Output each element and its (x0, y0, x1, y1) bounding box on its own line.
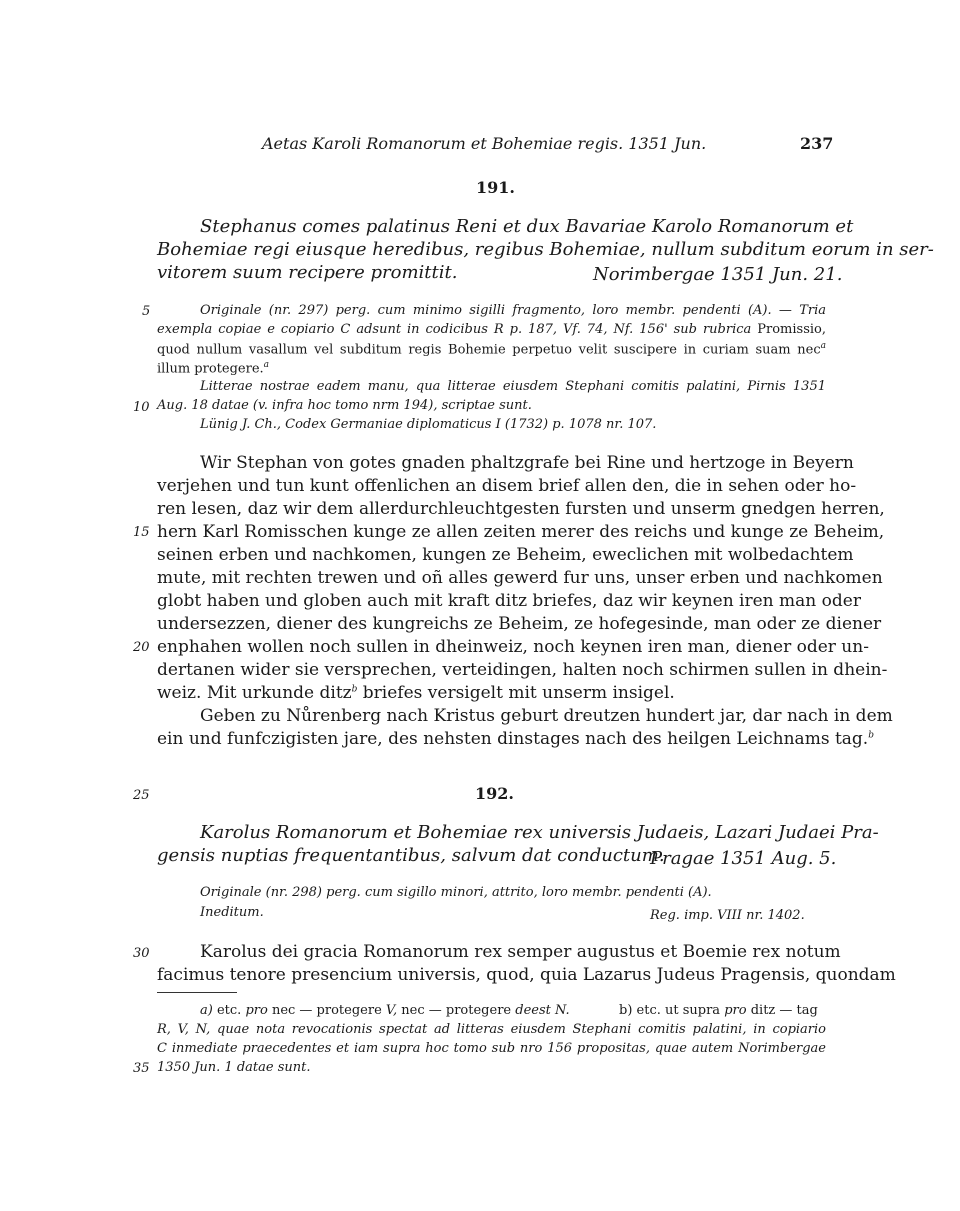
date-191: Norimbergae 1351 Jun. 21. (593, 264, 843, 285)
footnote-line-1 (200, 1003, 570, 1018)
summary-192-line-2: gensis nuptias frequentantibus, salvum dat conductum. (157, 845, 665, 866)
footnote-marker-b: b (351, 684, 358, 695)
text-191-line-2: verjehen und tun kunt offenlichen an disem brief allen den, die in sehen oder ho- (157, 476, 857, 496)
apparatus-191-line-2-italic: exempla copiae e copiario C adsunt in codicibus R p. 187, Vf. 74, Nf. 156' sub rubrica (157, 322, 752, 337)
running-head: Aetas Karoli Romanorum et Bohemiae regis. 1351 Jun. (262, 134, 707, 153)
text-191-line-5: seinen erben und nachkomen, kungen ze Beheim, eweclichen mit wolbedachtem (157, 545, 854, 565)
footnote-a-text: etc. (212, 1003, 246, 1018)
apparatus-191-line-2 (157, 322, 826, 337)
date-192: Pragae 1351 Aug. 5. (650, 848, 837, 869)
text-191-line-8: undersezzen, diener des kungreichs ze Beheim, ze hofegesinde, man oder ze diener (157, 614, 882, 634)
text-191-line-11-part-2: briefes versigelt mit unserm insigel. (357, 683, 675, 703)
apparatus-191-line-2-roman: Promissio, (751, 322, 826, 337)
footnote-line-3: C inmediate praecedentes et iam supra hoc tomo sub nro 156 propositas, quae autem Norimbergae (157, 1041, 826, 1056)
apparatus-191-line-7: Lünig J. Ch., Codex Germaniae diplomaticus I (1732) p. 1078 nr. 107. (200, 417, 657, 432)
apparatus-191-line-3 (157, 341, 826, 357)
text-191-line-13 (157, 729, 874, 749)
apparatus-192-line-2: Ineditum. (200, 905, 264, 920)
footnote-a-siglum: V, (385, 1003, 398, 1018)
text-191-line-11-part-1: weiz. Mit urkunde ditz (157, 683, 352, 703)
line-number-20: 20 (133, 640, 150, 655)
summary-191-line-3: vitorem suum recipere promittit. (157, 262, 458, 283)
line-number-30: 30 (133, 946, 150, 961)
footnote-a-label: a) (200, 1003, 213, 1018)
document-number-191: 191. (476, 178, 515, 197)
text-191-line-1: Wir Stephan von gotes gnaden phaltzgrafe bei Rine und hertzoge in Beyern (200, 453, 854, 473)
apparatus-191-line-1: Originale (nr. 297) perg. cum minimo sigilli fragmento, loro membr. pendenti (A). — Tria (200, 303, 826, 318)
summary-192-line-1: Karolus Romanorum et Bohemiae rex universis Judaeis, Lazari Judaei Pra- (200, 822, 879, 843)
summary-191-line-2: Bohemiae regi eiusque heredibus, regibus Bohemiae, nullum subditum eorum in ser- (157, 239, 934, 260)
footnote-b-text2: ditz — tag (746, 1003, 818, 1018)
text-191-line-13-text: ein und funfczigisten jare, des nehsten dinstages nach des heilgen Leichnams tag. (157, 729, 869, 749)
footnote-b-pro: pro (724, 1003, 747, 1018)
footnote-rule (157, 992, 237, 993)
apparatus-191-line-4-text: illum protegere. (157, 361, 264, 377)
footnote-line-2: R, V, N, quae nota revocationis spectat ad litteras eiusdem Stephani comitis palatini, in copiario (157, 1022, 826, 1037)
apparatus-191-line-6: Aug. 18 datae (v. infra hoc tomo nrm 194), scriptae sunt. (157, 398, 532, 413)
apparatus-191-line-3-text: quod nullum vasallum vel subditum regis Bohemie perpetuo velit suscipere in curiam suam nec (157, 342, 821, 358)
footnote-b (619, 1003, 818, 1018)
footnote-a-pro: pro (245, 1003, 268, 1018)
line-number-25: 25 (133, 788, 150, 803)
footnote-a-deest: deest N. (515, 1003, 570, 1018)
line-number-5: 5 (142, 304, 151, 319)
line-number-35: 35 (133, 1061, 150, 1076)
apparatus-191-line-4 (157, 360, 269, 376)
text-191-line-12: Geben zu Nůrenberg nach Kristus geburt dreutzen hundert jar, dar nach in dem (200, 706, 893, 726)
document-number-192: 192. (475, 784, 514, 803)
footnote-marker-a: a (820, 341, 826, 351)
text-191-line-4: hern Karl Romisschen kunge ze allen zeiten merer des reichs und kunge ze Beheim, (157, 522, 885, 542)
footnote-marker-a: a (263, 360, 270, 370)
text-191-line-9: enphahen wollen noch sullen in dheinweiz, noch keynen iren man, diener oder un- (157, 637, 869, 657)
footnote-line-4: 1350 Jun. 1 datae sunt. (157, 1060, 311, 1075)
footnote-a-text2: nec — protegere (267, 1003, 386, 1018)
footnote-a-text3: nec — protegere (397, 1003, 516, 1018)
summary-191-line-1: Stephanus comes palatinus Reni et dux Bavariae Karolo Romanorum et (200, 216, 854, 237)
text-191-line-3: ren lesen, daz wir dem allerdurchleuchtgesten fursten und unserm gnedgen herren, (157, 499, 885, 519)
text-191-line-7: globt haben und globen auch mit kraft ditz briefes, daz wir keynen iren man oder (157, 591, 861, 611)
footnote-b-text: etc. ut supra (632, 1003, 725, 1018)
regesta-reference: Reg. imp. VIII nr. 1402. (650, 908, 805, 923)
text-192-line-2: facimus tenore presencium universis, quod, quia Lazarus Judeus Pragensis, quondam (157, 965, 896, 985)
text-191-line-6: mute, mit rechten trewen und oñ alles gewerd fur uns, unser erben und nachkomen (157, 568, 883, 588)
footnote-marker-b: b (868, 730, 874, 741)
text-191-line-11 (157, 683, 675, 703)
apparatus-191-line-5: Litterae nostrae eadem manu, qua litterae eiusdem Stephani comitis palatini, Pirnis 1351 (200, 379, 826, 394)
line-number-15: 15 (133, 525, 150, 540)
apparatus-192-line-1: Originale (nr. 298) perg. cum sigillo minori, attrito, loro membr. pendenti (A). (200, 885, 712, 900)
text-192-line-1: Karolus dei gracia Romanorum rex semper augustus et Boemie rex notum (200, 942, 841, 962)
text-191-line-10: dertanen wider sie versprechen, verteidingen, halten noch schirmen sullen in dhein- (157, 660, 888, 680)
line-number-10: 10 (133, 400, 150, 415)
page-number: 237 (800, 134, 834, 153)
footnote-b-label: b) (619, 1003, 633, 1018)
